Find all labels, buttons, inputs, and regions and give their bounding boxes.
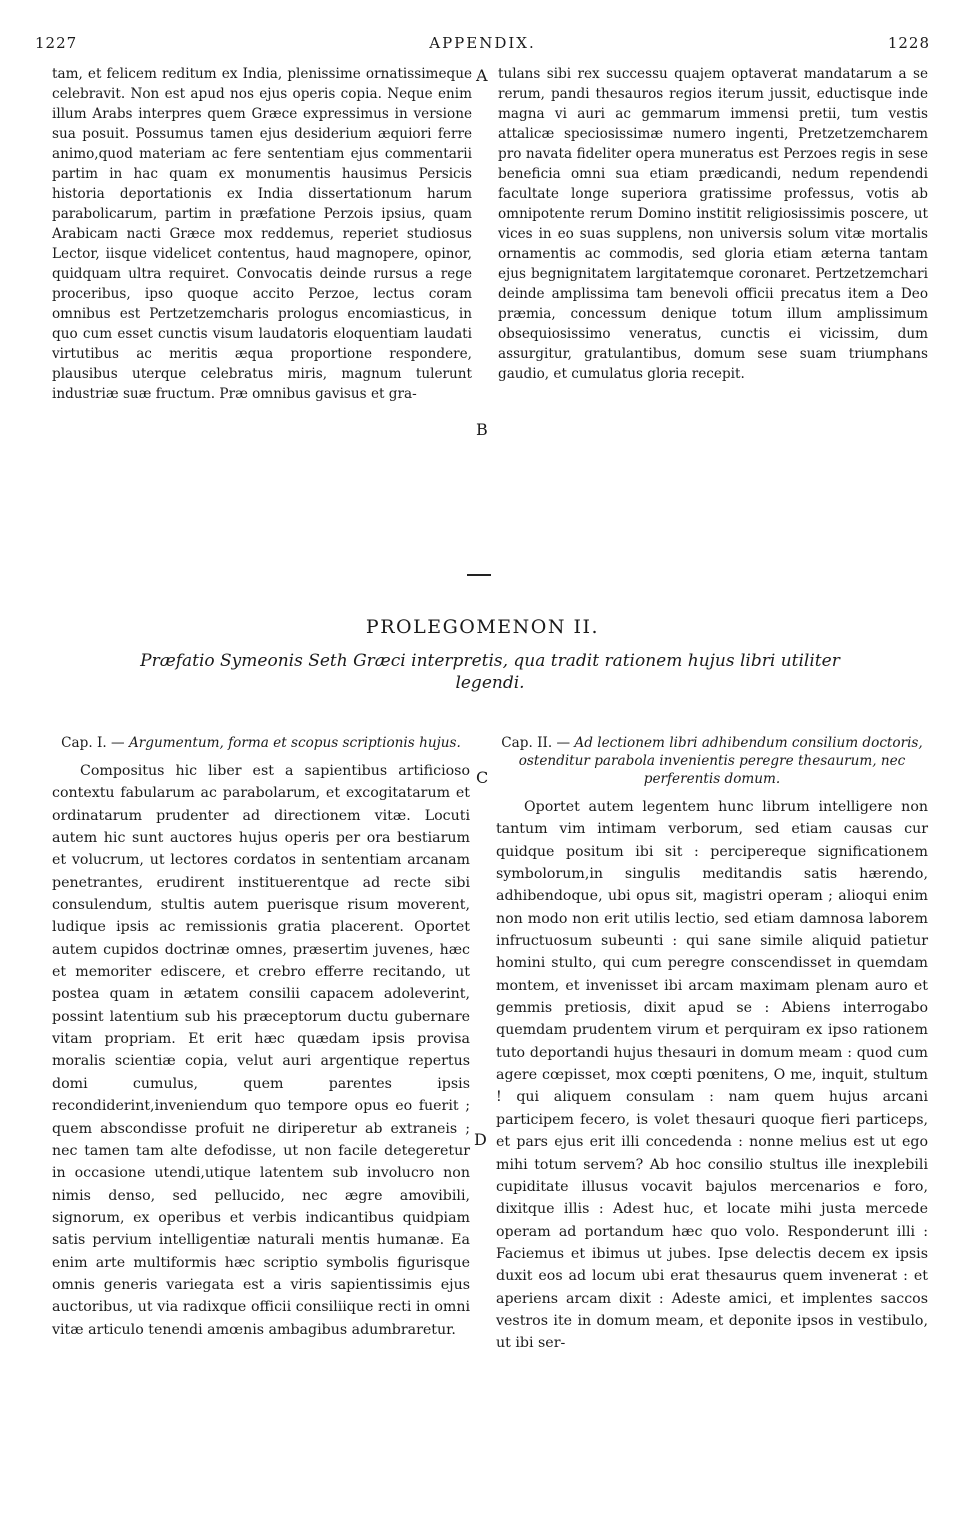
section-subtitle: Præfatio Symeonis Seth Græci interpretis, qua tradit rationem hujus libri utiliter legendi. (140, 651, 840, 693)
running-title: APPENDIX. (429, 34, 536, 52)
page-number-left: 1227 (35, 34, 78, 52)
section-divider (467, 574, 491, 576)
body-text: tam, et felicem reditum ex India, plenissime ornatissimeque celebravit. Non est apud nos ejus operis copia. Neque enim illum Arabs interpres quem Græce expressimus in versione sua posuit. Possumus tamen ejus desiderium æquiori ferre animo,quod materiam ac fere sententiam ejus commentarii partim in hac quam ex monumentis hausimus Persicis historia deportationis ex India dissertationum harum parabolicarum, partim in præfatione Perzois ipsius, quam Arabicam nacti Græce mox reddemus, reperiet studiosus Lector, iisque videlicet contentus, haud magnopere, opinor, quidquam ultra requiret. Convocatis deinde rursus a rege proceribus, ipso quoque accito Perzoe, lectus coram omnibus est Pertzetzemcharis prologus encomiasticus, in quo cum esset cunctis visum laudatoris eloquentiam laudati virtutibus ac meritis æqua proportione respondere, plausibus uterque celebratus miris, magnum tulerunt industriæ suæ fructum. Præ omnibus gavisus et gra- (52, 66, 472, 402)
chapter-title: Ad lectionem libri adhibendum consilium doctoris, ostenditur parabola invenientis peregre thesaurum, nec perferentis domum. (518, 735, 923, 787)
section-title: PROLEGOMENON II. (365, 616, 600, 638)
chapter-title: Argumentum, forma et scopus scriptionis hujus. (128, 735, 461, 751)
chapter-label: Cap. I. — (61, 735, 125, 751)
running-header (35, 34, 930, 56)
top-left-column (52, 64, 472, 404)
chapter-text: Compositus hic liber est a sapientibus artificioso contextu fabularum ac parabolarum, et excogitatarum et ordinatarum prudenter ad directionem vitæ. Locuti autem hic sunt auctores hujus operis per ora bestiarum et volucrum, ut lectores cordatos in sententiam arcanam penetrantes, erudirent instituerentque ad recte sibi consulendum, stultis autem puerisque risum moverent, ludique ipsis ac remissionis gratia placerent. Oportet autem cupidos doctrinæ omnes, præsertim juvenes, hæc et memoriter ediscere, et crebro efferre recitando, ut postea quam in ætatem consilii capacem adoleverint, possint latentium sub his præceptorum ductu gubernare vitam propriam. Et erit hæc quædam ipsis provisa moralis scientiæ copia, velut auri argentique repertus domi cumulus, quem parentes ipsis recondiderint,inveniendum quo tempore opus eo fuerit ; quem abscondisse profuit ne diriperetur ab extraneis ; nec tamen tam alte defodisse, ut non facile detegeretur in occasione utendi,utique latentem sub involucro non nimis denso, sed pellucido, nec ægre amovibili, signorum, ex operibus et verbis indicantibus quidpiam satis pervium intelligentiæ naturali mentis humanæ. Ea enim arte multiformis hæc scriptio symbolis figurisque omnis generis variegata est a viris sapientissimis ejus auctoribus, ut via radixque officii consiliique recti in omni vitæ articulo tenendi amœnis ambagibus adumbraretur. (52, 763, 470, 1338)
chapter-one-column (52, 734, 470, 1341)
page-number-right: 1228 (887, 34, 930, 52)
margin-marker-d: D (474, 1130, 487, 1149)
chapter-heading (496, 734, 928, 788)
top-right-column (498, 64, 928, 384)
body-text: tulans sibi rex successu quajem optaverat mandatarum a se rerum, pandi thesauros regios iterum jussit, eductisque inde magna vi auri ac gemmarum immensi pretii, tum vestis attalicæ speciosissimæ numero ingenti, Pretzetzemcharem pro navata fideliter opera muneratus est Perzoes regis in sese beneficia omni sua etiam prædicandi, nedum rependendi facultate longe superiora gratissime professus, votis ab omnipotente rerum Domino institit religiosissimis poscere, ut vices in eo suas supplens, non universis solum vitæ mortalis ornamentis ac commodis, sed gloria etiam æterna tantam ejus begnignitatem largitatemque coronaret. Pertzetzemchari deinde amplissima tam benevoli officii precatus item a Deo præmia, concessum denique totum illum amplissimum obsequiosissimo veneratus, cunctis ei vicissim, dum assurgitur, gratulantibus, domum sese suam triumphans gaudio, et cumulatus gloria recepit. (498, 66, 928, 382)
margin-marker-a: A (476, 66, 488, 85)
chapter-heading (52, 734, 470, 752)
chapter-text: Oportet autem legentem hunc librum intelligere non tantum vim intimam verborum, sed etiam causas cur quidque positum ibi sit : percipereque significationem symbolorum,in singulis meditandis satis hærendo, adhibendoque, ubi opus sit, magistri operam ; alioqui enim non modo non erit utilis lectio, sed etiam damnosa laborem infructuosum subeunti : qui sane simile aliquid patietur homini stulto, qui cum peregre conscendisset in quemdam montem, et invenisset ibi arcam maximam plenam auro et gemmis pretiosis, dixit apud se : Abiens interrogabo quemdam prudentem virum et perquiram ex ipso rationem tuto deportandi hujus thesauri in domum meam : quod cum agere cœpisset, mox cœpti pœnitens, O me, inquit, stultum ! qui aliquem consulam : nam quem hujus arcani participem fecero, is volet thesauri quoque fieri particeps, et pars ejus erit illi concedenda : nonne melius est ut ego mihi totum servem? Ab hoc consilio stultus ille inexplebili cupiditate illusus vocavit bajulos mercenarios e foro, dixitque illis : Adest huc, et locate mihi justa mercede operam ad portandum hæc quo volo. Responderunt illi : Faciemus et ibimus ut jubes. Ipse delectis decem ex ipsis duxit eos ad locum ubi erat thesaurus quem invenerat : et aperiens arcam dixit : Adeste amici, et implentes saccos vestros ite in domum meam, et deponite ipsos in vestibulo, ut ibi ser- (496, 799, 928, 1352)
chapter-label: Cap. II. — (501, 735, 571, 751)
margin-marker-c: C (476, 768, 489, 787)
chapter-two-column (496, 734, 928, 1355)
margin-marker-b: B (476, 420, 488, 439)
